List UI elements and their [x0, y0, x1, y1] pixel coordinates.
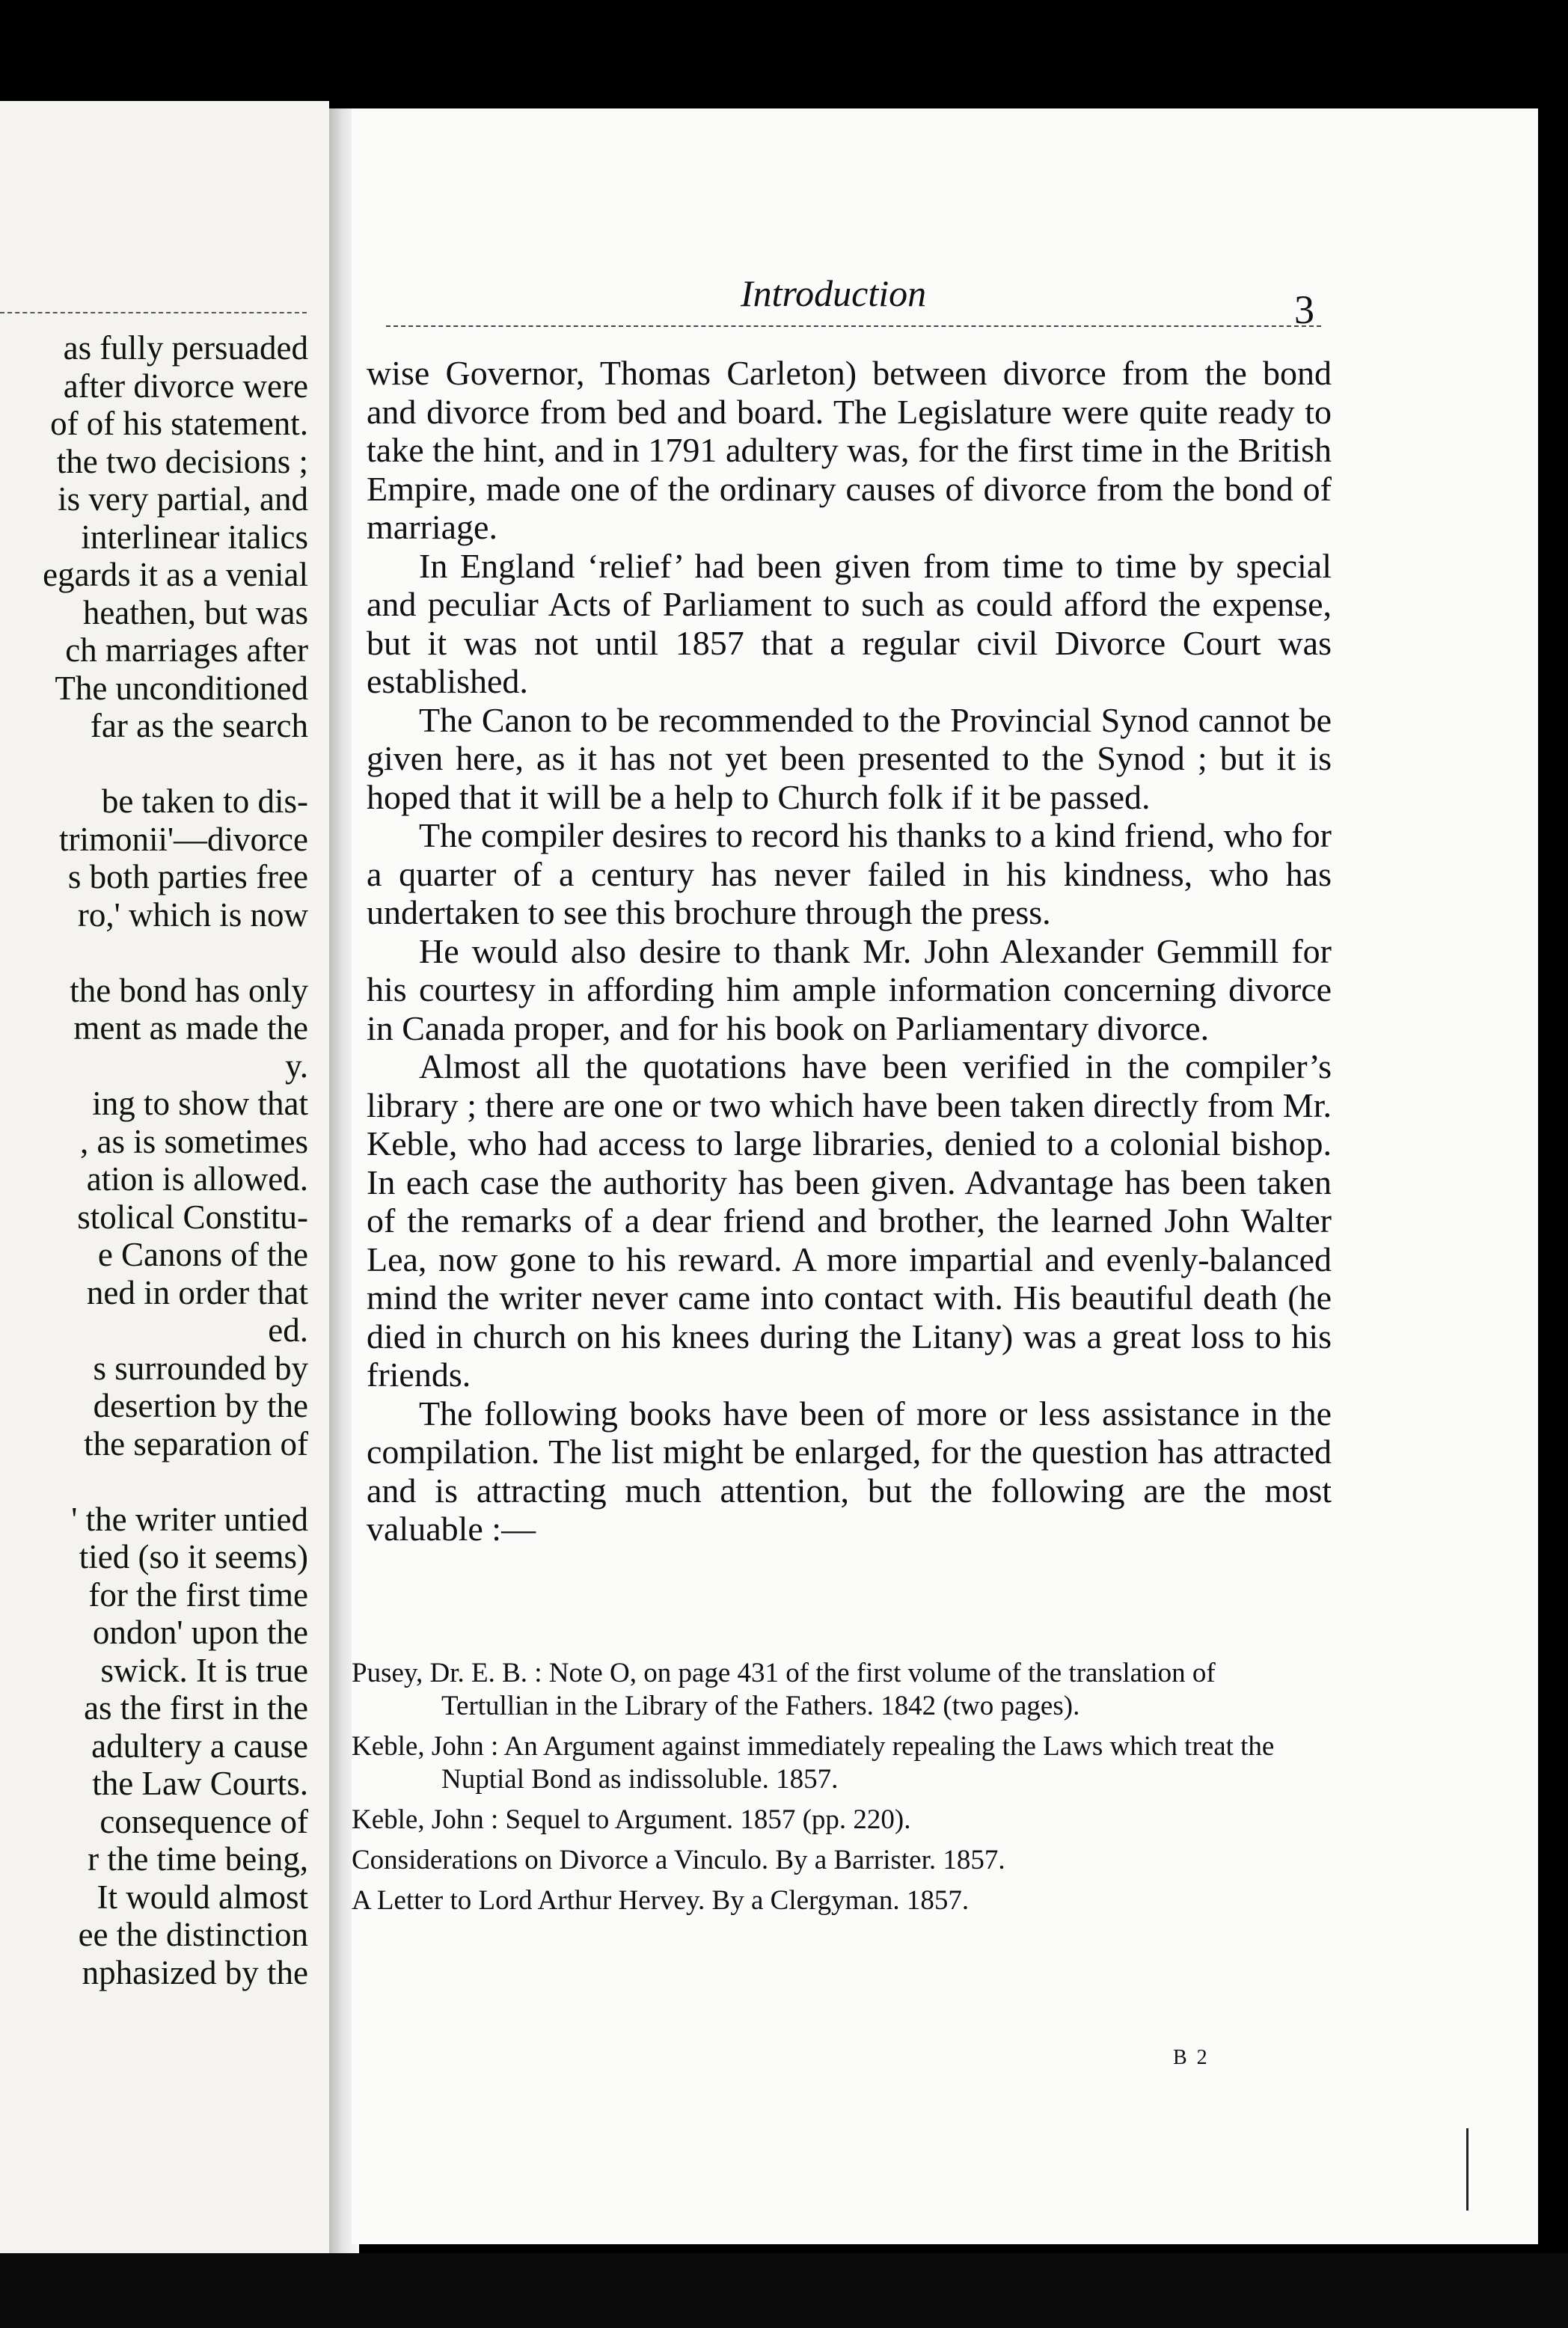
- left-page-line: ment as made the: [73, 1009, 308, 1047]
- left-page-line: as fully persuaded: [63, 329, 308, 367]
- left-page-line: the two decisions ;: [56, 442, 308, 480]
- left-page-line: of of his statement.: [50, 405, 308, 442]
- bibliography-entry: Considerations on Divorce a Vinculo. By a Barrister. 1857.: [352, 1845, 1005, 1875]
- left-page-line: interlinear italics: [81, 518, 308, 556]
- left-page-line: consequence of: [99, 1802, 308, 1840]
- page-number: 3: [1294, 287, 1314, 332]
- left-page-line: ation is allowed.: [86, 1160, 308, 1198]
- left-page-line: adultery a cause: [91, 1727, 308, 1765]
- left-page-line: y.: [285, 1047, 308, 1085]
- paragraph-5: He would also desire to thank Mr. John Alexander Gemmill for his courtesy in affording him ample information concerning divorce in Canada proper, and for his book on Parliamentary divorce.: [367, 931, 1332, 1047]
- paragraph-7: The following books have been of more or less assistance in the compilation. The list might be enlarged, for the question has attracted and is attracting much attention, but the following are the most valuable :—: [367, 1394, 1332, 1548]
- left-page-line: , as is sometimes: [80, 1122, 308, 1160]
- left-page-line: is very partial, and: [58, 480, 308, 518]
- left-page-text: [0, 329, 308, 1991]
- header-rule: [386, 325, 1321, 327]
- left-page-line: [0, 1462, 308, 1501]
- paragraph-4: The compiler desires to record his thanks to a kind friend, who for a quarter of a century has never failed in his kindness, who has undertaken to see this brochure through the press.: [367, 816, 1332, 931]
- left-page-line: ch marriages after: [65, 631, 308, 669]
- left-page-line: the Law Courts.: [92, 1765, 308, 1802]
- bibliography-entry: Keble, John : An Argument against immediately repealing the Laws which treat the Nuptial Bond as indissoluble. 1857.: [352, 1731, 1275, 1795]
- left-page-line: nphasized by the: [82, 1953, 308, 1991]
- left-page-line: far as the search: [90, 707, 308, 744]
- paragraph-6: Almost all the quotations have been verified in the compiler’s library ; there are one or two which have been taken directly from Mr. Keble, who had access to large libraries, denied to a colonial bishop. In each case the authority has been given. Advantage has been taken of the remarks of a dear friend and brother, the learned John Walter Lea, now gone to his reward. A more impartial and evenly-balanced mind the writer never came into contact with. His beautiful death (he died in church on his knees during the Litany) was a great loss to his friends.: [367, 1047, 1332, 1394]
- left-page-line: ned in order that: [86, 1273, 308, 1311]
- left-page-line: heathen, but was: [82, 593, 308, 631]
- left-page-line: ' the writer untied: [71, 1500, 308, 1538]
- left-page-line: stolical Constitu-: [77, 1198, 308, 1236]
- right-page: [352, 108, 1538, 2244]
- left-page-line: trimonii'—divorce: [58, 820, 308, 858]
- left-page-line: as the first in the: [84, 1689, 308, 1727]
- left-page-line: ee the distinction: [78, 1916, 308, 1953]
- paragraph-3: The Canon to be recommended to the Provincial Synod cannot be given here, as it has not yet been presented to the Synod ; but it is hoped that it will be a help to Church folk if it be passed.: [367, 700, 1332, 816]
- left-page-line: egards it as a venial: [43, 556, 308, 593]
- left-page-line: It would almost: [97, 1878, 308, 1916]
- left-page-line: ed.: [268, 1311, 308, 1349]
- body-text: [367, 354, 1332, 1549]
- paragraph-2: In England ‘relief’ had been given from time to time by special and peculiar Acts of Parliament to such as could afford the expense, but it was not until 1857 that a regular civil Divorce Court was established.: [367, 546, 1332, 700]
- running-title: Introduction: [741, 272, 927, 314]
- scan-background: [0, 2253, 1568, 2328]
- bibliography-entry: Keble, John : Sequel to Argument. 1857 (pp. 220).: [352, 1804, 911, 1835]
- bibliography-entry: A Letter to Lord Arthur Hervey. By a Clergyman. 1857.: [352, 1885, 970, 1916]
- paragraph-1: wise Governor, Thomas Carleton) between divorce from the bond and divorce from bed and board. The Legislature were quite ready to take the hint, and in 1791 adultery was, for the first time in the British Empire, made one of the ordinary causes of divorce from the bond of marriage.: [367, 354, 1332, 546]
- left-page: [0, 101, 329, 2255]
- left-page-line: swick. It is true: [100, 1651, 308, 1689]
- left-page-line: after divorce were: [63, 367, 308, 405]
- left-page-line: The unconditioned: [55, 669, 308, 707]
- left-page-line: ing to show that: [92, 1085, 308, 1122]
- left-header-rule: [0, 312, 307, 313]
- left-page-line: r the time being,: [88, 1840, 308, 1878]
- left-page-line: for the first time: [88, 1575, 308, 1614]
- left-page-line: e Canons of the: [97, 1236, 308, 1273]
- left-page-line: the bond has only: [70, 971, 308, 1009]
- left-page-line: be taken to dis-: [101, 782, 308, 820]
- left-page-line: s surrounded by: [93, 1349, 308, 1387]
- signature-mark: B 2: [1173, 2046, 1210, 2069]
- page-edge-mark: [1466, 2128, 1469, 2211]
- left-page-line: the separation of: [84, 1424, 308, 1462]
- bibliography: [352, 1657, 1324, 1925]
- left-page-line: [0, 745, 308, 783]
- bibliography-entry: Pusey, Dr. E. B. : Note O, on page 431 of the first volume of the translation of Tertullian in the Library of the Fathers. 1842 (two pages).: [352, 1658, 1216, 1721]
- left-page-line: ro,' which is now: [77, 895, 308, 934]
- left-page-line: desertion by the: [93, 1387, 308, 1424]
- left-page-line: ondon' upon the: [92, 1614, 308, 1651]
- left-page-line: [0, 934, 308, 972]
- left-page-line: s both parties free: [67, 858, 308, 895]
- left-page-line: tied (so it seems): [79, 1538, 308, 1575]
